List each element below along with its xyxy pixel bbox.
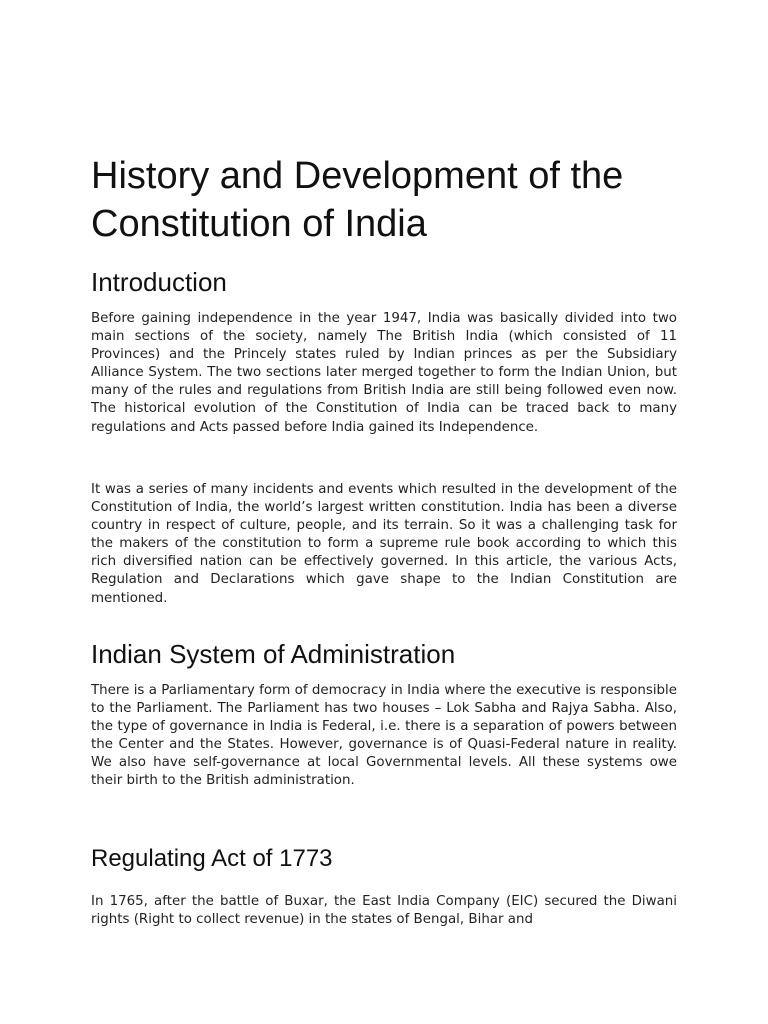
paragraph: There is a Parliamentary form of democracy in India where the executive is responsible to the Parliament. The Parliament has two houses – Lok Sabha and Rajya Sabha. Also, the type of governance in India is Federal, i.e. there is a separation of powers between the Center and the States. However, governance is of Quasi-Federal nature in reality. We also have self-governance at local Governmental levels. All these systems owe their birth to the British administration.	[91, 683, 677, 789]
section-heading-regulating-act: Regulating Act of 1773	[91, 845, 333, 872]
section-heading-administration: Indian System of Administration	[91, 639, 456, 669]
paragraph: It was a series of many incidents and events which resulted in the development of the Constitution of India, the world’s largest written constitution. India has been a diverse country in respect of culture, people, and its terrain. So it was a challenging task for the makers of the constitution to form a supreme rule book according to which this rich diversified nation can be effectively governed. In this article, the various Acts, Regulation and Declarations which gave shape to the Indian Constitution are mentioned.	[91, 482, 677, 606]
document-title: History and Development of the Constitution of India	[91, 155, 624, 245]
paragraph: In 1765, after the battle of Buxar, the East India Company (EIC) secured the Diwani rights (Right to collect revenue) in the states of Bengal, Bihar and	[91, 894, 677, 928]
paragraph: Before gaining independence in the year 1947, India was basically divided into two main sections of the society, namely The British India (which consisted of 11 Provinces) and the Princely states ruled by Indian princes as per the Subsidiary Alliance System. The two sections later merged together to form the Indian Union, but many of the rules and regulations from British India are still being followed even now. The historical evolution of the Constitution of India can be traced back to many regulations and Acts passed before India gained its Independence.	[91, 311, 677, 435]
section-heading-introduction: Introduction	[91, 267, 227, 297]
